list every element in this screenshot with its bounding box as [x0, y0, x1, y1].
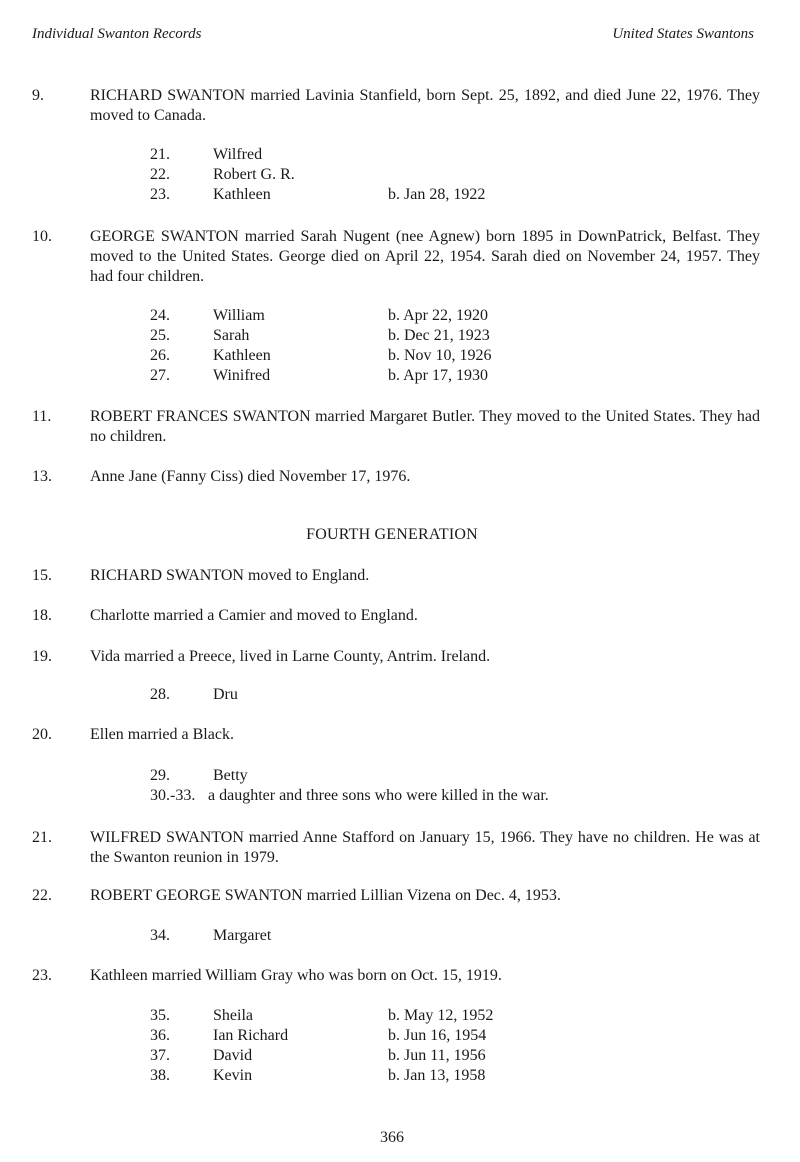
child-number: 27. — [150, 367, 170, 384]
entry-number: 20. — [32, 726, 52, 743]
children-list — [150, 1006, 650, 1086]
entry-text: Ellen married a Black. — [90, 726, 234, 743]
entry-22 — [32, 886, 760, 906]
child-number: 34. — [150, 927, 170, 944]
child-name: Winifred — [213, 367, 271, 384]
child-birth: b. Nov 10, 1926 — [388, 347, 492, 364]
entry-text: WILFRED SWANTON married Anne Stafford on January 15, 1966. They have no children. He was at the Swanton reunion in 1979. — [90, 829, 760, 866]
child-number: 30.-33. — [150, 787, 196, 804]
child-name: David — [213, 1047, 253, 1064]
entry-9 — [32, 86, 760, 126]
children-list — [150, 926, 650, 946]
children-list — [150, 766, 650, 806]
child-name: Robert G. R. — [213, 166, 295, 183]
child-number: 25. — [150, 327, 170, 344]
entry-11 — [32, 407, 760, 447]
child-birth: b. Dec 21, 1923 — [388, 327, 490, 344]
child-row — [150, 786, 650, 806]
entry-text: RICHARD SWANTON moved to England. — [90, 567, 370, 584]
entry-number: 21. — [32, 829, 52, 846]
entry-number: 15. — [32, 567, 52, 584]
entry-23 — [32, 966, 760, 986]
child-birth: b. May 12, 1952 — [388, 1007, 494, 1024]
child-row — [150, 926, 650, 946]
child-row — [150, 165, 650, 185]
running-header-right: United States Swantons — [612, 26, 754, 42]
child-row — [150, 1046, 650, 1066]
child-row — [150, 185, 650, 205]
entry-15 — [32, 566, 760, 586]
child-number: 36. — [150, 1027, 170, 1044]
child-name: Wilfred — [213, 146, 263, 163]
child-birth: b. Jun 16, 1954 — [388, 1027, 487, 1044]
entry-20 — [32, 725, 760, 745]
page-number: 366 — [380, 1129, 404, 1146]
child-row — [150, 346, 650, 366]
entry-21 — [32, 828, 760, 868]
entry-number: 10. — [32, 228, 52, 245]
child-row — [150, 1006, 650, 1026]
child-row — [150, 306, 650, 326]
entry-number: 9. — [32, 87, 44, 104]
entry-10 — [32, 227, 760, 287]
entry-text: Charlotte married a Camier and moved to England. — [90, 607, 418, 624]
child-row — [150, 685, 650, 705]
child-number: 26. — [150, 347, 170, 364]
child-number: 22. — [150, 166, 170, 183]
child-number: 28. — [150, 686, 170, 703]
children-list — [150, 145, 650, 205]
entry-number: 19. — [32, 648, 52, 665]
entry-text: ROBERT GEORGE SWANTON married Lillian Vizena on Dec. 4, 1953. — [90, 887, 561, 904]
child-name: Kevin — [213, 1067, 253, 1084]
children-list — [150, 685, 650, 705]
entry-13 — [32, 467, 760, 487]
entry-number: 13. — [32, 468, 52, 485]
child-description: a daughter and three sons who were killed in the war. — [208, 787, 549, 804]
child-birth: b. Jan 28, 1922 — [388, 186, 486, 203]
child-birth: b. Apr 17, 1930 — [388, 367, 488, 384]
child-birth: b. Jun 11, 1956 — [388, 1047, 486, 1064]
entry-text: ROBERT FRANCES SWANTON married Margaret Butler. They moved to the United States. They had no children. — [90, 408, 760, 445]
entry-number: 22. — [32, 887, 52, 904]
child-birth: b. Apr 22, 1920 — [388, 307, 488, 324]
entry-text: RICHARD SWANTON married Lavinia Stanfield, born Sept. 25, 1892, and died June 22, 1976. They moved to Canada. — [90, 87, 760, 124]
entry-number: 18. — [32, 607, 52, 624]
entry-text: GEORGE SWANTON married Sarah Nugent (nee Agnew) born 1895 in DownPatrick, Belfast. They moved to the United States. George died on April 22, 1954. Sarah died on November 24, 1957. They had four children. — [90, 228, 760, 285]
child-name: Margaret — [213, 927, 272, 944]
child-row — [150, 1066, 650, 1086]
entry-text: Vida married a Preece, lived in Larne County, Antrim. Ireland. — [90, 648, 491, 665]
child-row — [150, 145, 650, 165]
child-name: Kathleen — [213, 186, 271, 203]
entry-text: Anne Jane (Fanny Ciss) died November 17, 1976. — [90, 468, 411, 485]
child-number: 37. — [150, 1047, 170, 1064]
child-row — [150, 326, 650, 346]
child-name: Dru — [213, 686, 238, 703]
child-number: 29. — [150, 767, 170, 784]
entry-number: 11. — [32, 408, 52, 425]
child-name: William — [213, 307, 265, 324]
child-number: 21. — [150, 146, 170, 163]
child-name: Sarah — [213, 327, 250, 344]
child-number: 38. — [150, 1067, 170, 1084]
entry-19 — [32, 647, 760, 667]
child-name: Kathleen — [213, 347, 271, 364]
child-row — [150, 366, 650, 386]
child-row — [150, 1026, 650, 1046]
child-number: 24. — [150, 307, 170, 324]
child-row — [150, 766, 650, 786]
child-number: 23. — [150, 186, 170, 203]
entry-18 — [32, 606, 760, 626]
child-name: Sheila — [213, 1007, 253, 1024]
section-heading: FOURTH GENERATION — [306, 526, 478, 543]
running-header-left: Individual Swanton Records — [32, 26, 202, 42]
child-number: 35. — [150, 1007, 170, 1024]
children-list — [150, 306, 650, 386]
entry-number: 23. — [32, 967, 52, 984]
entry-text: Kathleen married William Gray who was born on Oct. 15, 1919. — [90, 967, 502, 984]
child-name: Ian Richard — [213, 1027, 289, 1044]
child-name: Betty — [213, 767, 248, 784]
child-birth: b. Jan 13, 1958 — [388, 1067, 486, 1084]
